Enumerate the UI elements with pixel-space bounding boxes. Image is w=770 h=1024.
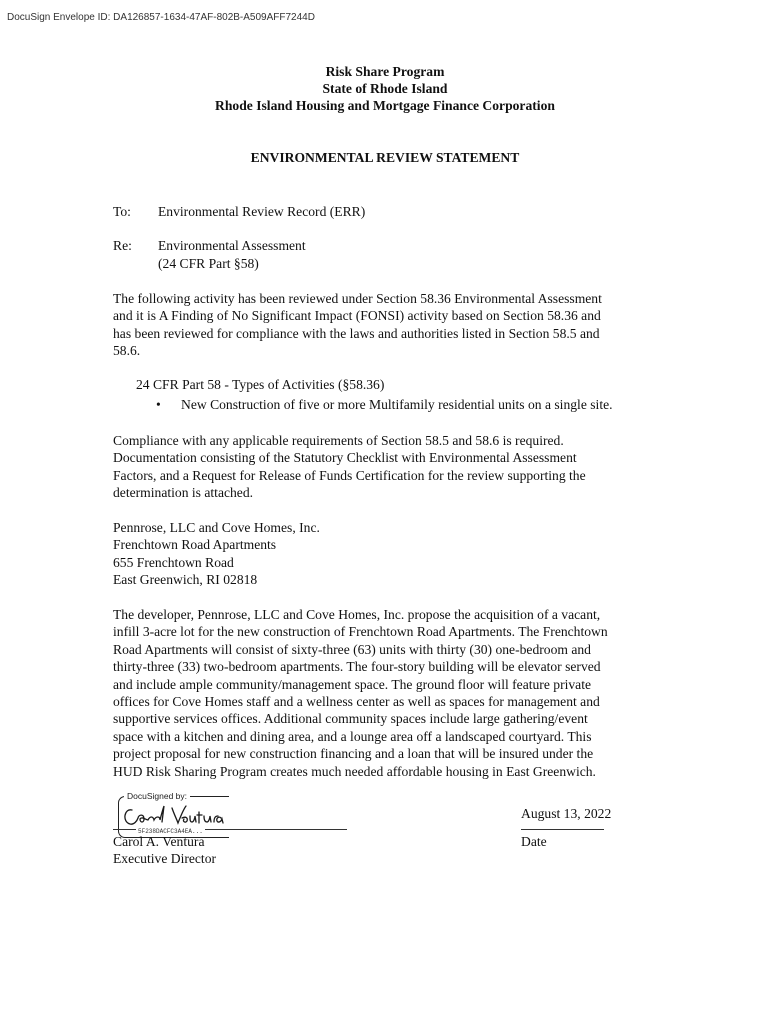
bullet-icon: •: [156, 397, 161, 412]
date-line: [521, 829, 604, 830]
re-value-line2: (24 CFR Part §58): [158, 256, 259, 271]
paragraph-line: and include ample community/management space. The ground floor will feature private: [113, 676, 592, 692]
paragraph-line: Road Apartments will consist of sixty-three (63) units with thirty (30) one-bedroom and: [113, 641, 591, 657]
intro-paragraph: [113, 290, 653, 360]
program-title: Risk Share Program: [325, 64, 445, 79]
paragraph-line: space with a kitchen and dining area, and a lounge area off a landscaped courtyard. This: [113, 728, 592, 744]
project-address: [113, 519, 653, 589]
to-label: To:: [113, 204, 131, 219]
signature-date: August 13, 2022: [521, 806, 612, 821]
paragraph-line: Factors, and a Request for Release of Funds Certification for the review supporting the: [113, 467, 586, 483]
address-line: 655 Frenchtown Road: [113, 554, 234, 570]
activity-bullet-text: New Construction of five or more Multifamily residential units on a single site.: [181, 397, 613, 412]
paragraph-line: 58.6.: [113, 343, 141, 359]
address-line: Pennrose, LLC and Cove Homes, Inc.: [113, 520, 320, 535]
paragraph-line: offices for Cove Homes staff and a wellness center as well as spaces for management and: [113, 694, 600, 710]
paragraph-line: Compliance with any applicable requirements of Section 58.5 and 58.6 is required.: [113, 433, 564, 448]
docusigned-by-label: DocuSigned by:: [124, 791, 190, 801]
paragraph-line: Documentation consisting of the Statutory Checklist with Environmental Assessment: [113, 450, 577, 466]
docusign-document-id: 5F238DACFC3A4EA...: [138, 828, 203, 835]
paragraph-line: and it is A Finding of No Significant Impact (FONSI) activity based on Section 58.36 and: [113, 308, 601, 324]
compliance-paragraph: [113, 432, 653, 502]
activities-heading: 24 CFR Part 58 - Types of Activities (§58.36): [136, 377, 385, 392]
to-value: Environmental Review Record (ERR): [158, 204, 366, 219]
re-label: Re:: [113, 238, 132, 253]
paragraph-line: The following activity has been reviewed under Section 58.36 Environmental Assessment: [113, 291, 602, 306]
project-description-paragraph: [113, 606, 653, 780]
signer-name: Carol A. Ventura: [113, 834, 205, 849]
state-title: State of Rhode Island: [322, 81, 448, 96]
address-line: East Greenwich, RI 02818: [113, 572, 258, 588]
paragraph-line: infill 3-acre lot for the new construction of Frenchtown Road Apartments. The Frenchtown: [113, 624, 608, 640]
paragraph-line: has been reviewed for compliance with the laws and authorities listed in Section 58.5 and: [113, 325, 600, 341]
paragraph-line: determination is attached.: [113, 485, 254, 501]
paragraph-line: The developer, Pennrose, LLC and Cove Homes, Inc. propose the acquisition of a vacant,: [113, 607, 601, 622]
address-line: Frenchtown Road Apartments: [113, 537, 277, 553]
paragraph-line: supportive services offices. Additional community spaces include large gathering/event: [113, 711, 588, 727]
docusign-envelope-id: DocuSign Envelope ID: DA126857-1634-47AF-802B-A509AFF7244D: [7, 12, 315, 23]
paragraph-line: project proposal for new construction financing and a loan that will be insured under the: [113, 746, 594, 762]
date-label: Date: [521, 834, 547, 849]
paragraph-line: HUD Risk Sharing Program creates much needed affordable housing in East Greenwich.: [113, 763, 596, 779]
agency-title: Rhode Island Housing and Mortgage Finance Corporation: [215, 98, 555, 113]
re-value-line1: Environmental Assessment: [158, 238, 306, 253]
paragraph-line: thirty-three (33) two-bedroom apartments. The four-story building will be elevator served: [113, 659, 601, 675]
signer-title: Executive Director: [113, 851, 217, 866]
handwritten-signature: [120, 800, 230, 830]
document-title: ENVIRONMENTAL REVIEW STATEMENT: [250, 150, 520, 165]
